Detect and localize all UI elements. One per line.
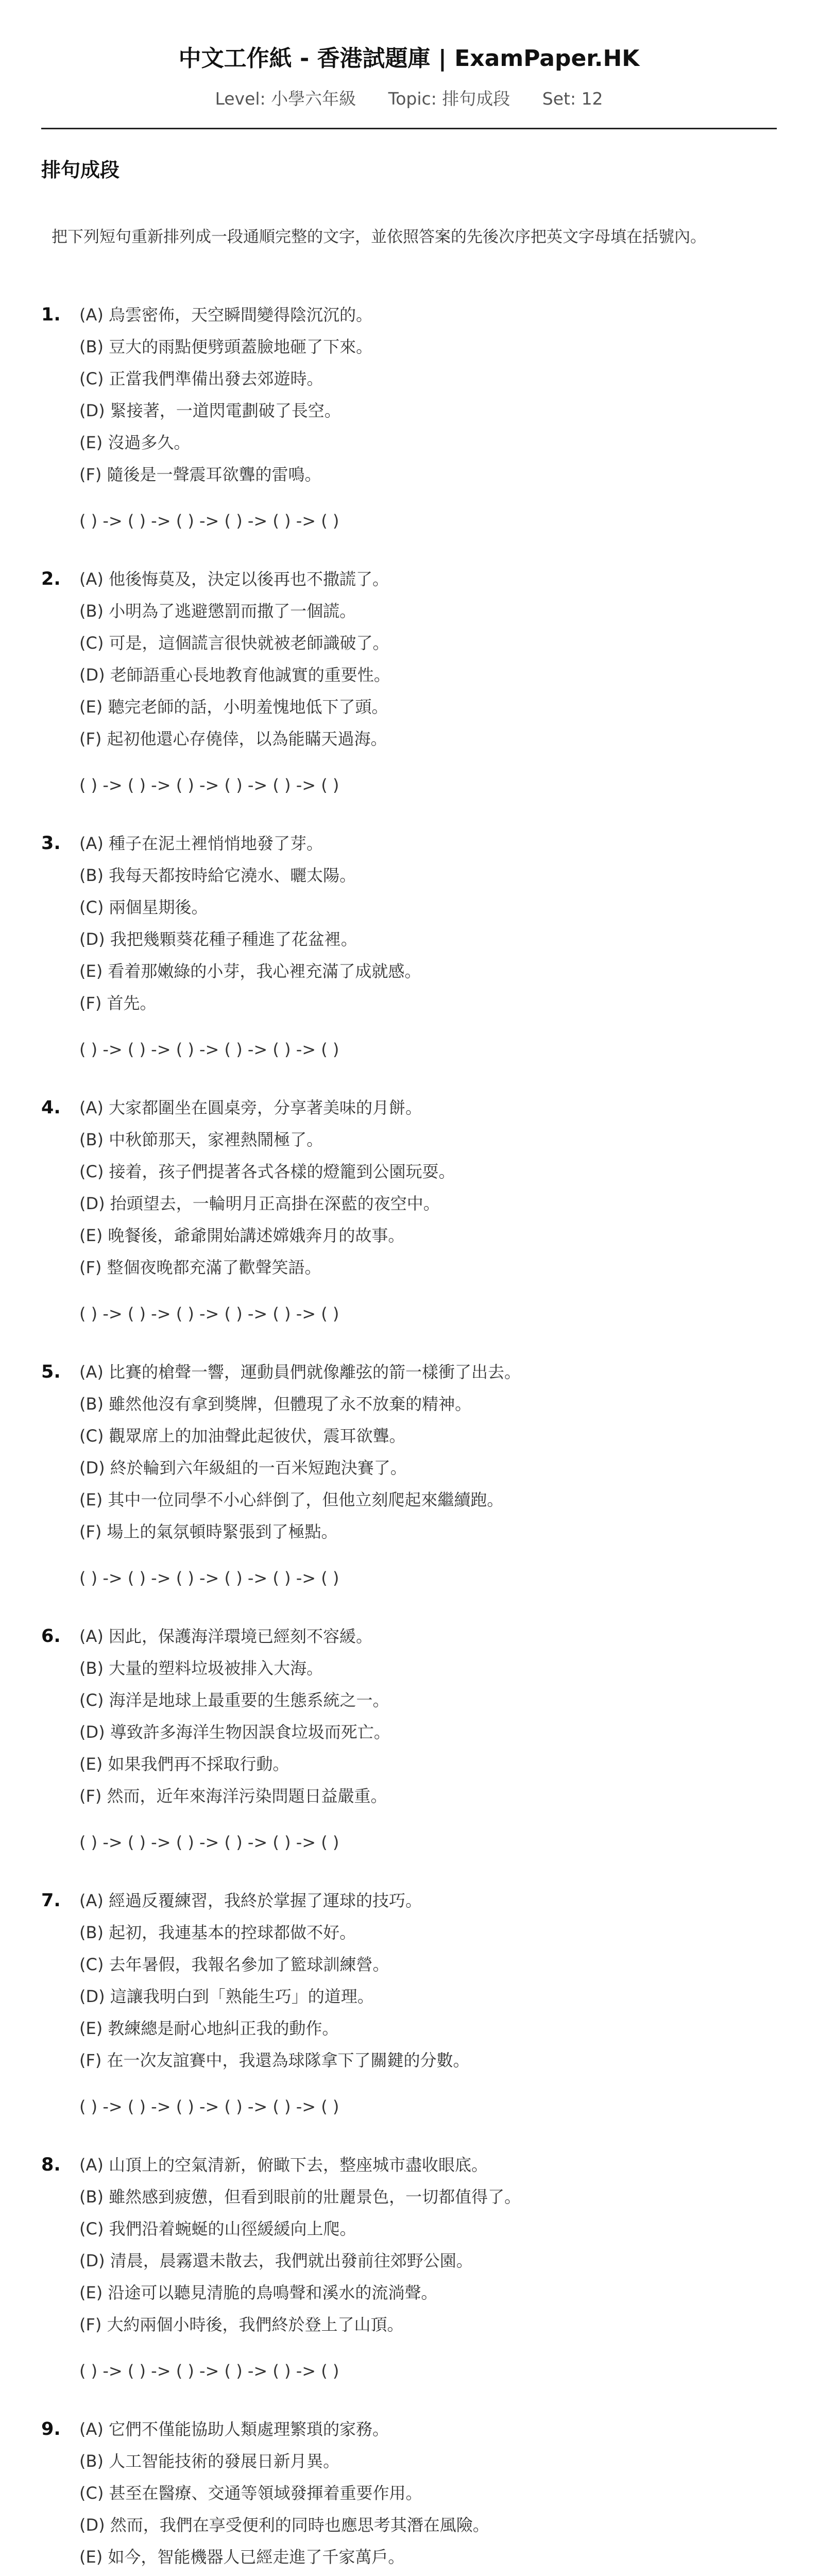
option-list: [79, 2149, 521, 2341]
option-sentence: (A) 它們不僅能協助人類處理繁瑣的家務。: [79, 2419, 389, 2439]
option-sentence: (E) 其中一位同學不小心絆倒了，但他立刻爬起來繼續跑。: [79, 1490, 504, 1510]
option-sentence: (B) 人工智能技術的發展日新月異。: [79, 2451, 340, 2471]
option-sentence: (A) 經過反覆練習，我終於掌握了運球的技巧。: [79, 1891, 422, 1910]
answer-blanks[interactable]: ( ) -> ( ) -> ( ) -> ( ) -> ( ) -> ( ): [79, 1568, 339, 1588]
option-sentence: [79, 2573, 489, 2576]
option-sentence: (B) 大量的塑料垃圾被排入大海。: [79, 1658, 323, 1678]
option-sentence: (E) 如今，智能機器人已經走進了千家萬戶。: [79, 2547, 405, 2567]
option-sentence: (A) 因此，保護海洋環境已經刻不容緩。: [79, 1626, 373, 1646]
option-sentence: (D) 抬頭望去，一輪明月正高掛在深藍的夜空中。: [79, 1194, 440, 1213]
option-sentence: (B) 我每天都按時給它澆水、曬太陽。: [79, 866, 356, 885]
option-sentence: (F) 場上的氣氛頓時緊張到了極點。: [79, 1522, 338, 1541]
option-list: [79, 1885, 470, 2076]
option-sentence: (E) 如果我們再不採取行動。: [79, 1754, 289, 1774]
option-sentence: (D) 清晨，晨霧還未散去，我們就出發前往郊野公園。: [79, 2251, 473, 2270]
question-number: 1.: [41, 304, 61, 325]
option-sentence: (C) 海洋是地球上最重要的生態系統之一。: [79, 1690, 389, 1710]
question-number: 4.: [41, 1097, 61, 1118]
option-sentence: (F) 隨後是一聲震耳欲聾的雷鳴。: [79, 465, 321, 484]
answer-blanks[interactable]: ( ) -> ( ) -> ( ) -> ( ) -> ( ) -> ( ): [79, 2097, 339, 2116]
answer-blanks[interactable]: ( ) -> ( ) -> ( ) -> ( ) -> ( ) -> ( ): [79, 2361, 339, 2381]
set-label: Set: 12: [542, 89, 603, 109]
answer-blanks[interactable]: ( ) -> ( ) -> ( ) -> ( ) -> ( ) -> ( ): [79, 1304, 339, 1324]
question-number: 8.: [41, 2155, 61, 2175]
option-sentence: (B) 雖然他沒有拿到獎牌，但體現了永不放棄的精神。: [79, 1394, 472, 1414]
question-number: 2.: [41, 569, 61, 589]
option-sentence: (B) 豆大的雨點便劈頭蓋臉地砸了下來。: [79, 337, 373, 357]
option-sentence: (C) 兩個星期後。: [79, 897, 208, 917]
option-sentence: (D) 導致許多海洋生物因誤食垃圾而死亡。: [79, 1722, 390, 1742]
page-title: 中文工作紙 - 香港試題庫 | ExamPaper.HK: [178, 45, 640, 72]
option-sentence: (A) 比賽的槍聲一響，運動員們就像離弦的箭一樣衝了出去。: [79, 1362, 521, 1382]
option-sentence: (E) 沿途可以聽見清脆的鳥鳴聲和溪水的流淌聲。: [79, 2283, 438, 2302]
meta-info: [41, 88, 777, 110]
option-sentence: (F) 起初他還心存僥倖，以為能瞞天過海。: [79, 729, 387, 749]
option-sentence: (C) 甚至在醫療、交通等領域發揮着重要作用。: [79, 2483, 422, 2503]
option-list: [79, 299, 372, 490]
question-number: 5.: [41, 1362, 61, 1382]
option-sentence: (B) 起初，我連基本的控球都做不好。: [79, 1923, 356, 1942]
option-list: [79, 563, 390, 755]
option-sentence: (D) 終於輪到六年級組的一百米短跑決賽了。: [79, 1458, 407, 1478]
option-list: [79, 1620, 390, 1812]
option-sentence: (A) 烏雲密佈，天空瞬間變得陰沉沉的。: [79, 305, 373, 325]
answer-blanks[interactable]: ( ) -> ( ) -> ( ) -> ( ) -> ( ) -> ( ): [79, 775, 339, 795]
option-sentence: (F) 首先。: [79, 993, 157, 1013]
option-sentence: (E) 晚餐後，爺爺開始講述嫦娥奔月的故事。: [79, 1226, 405, 1245]
instructions: 把下列短句重新排列成一段通順完整的文字，並依照答案的先後次序把英文字母填在括號內。: [52, 228, 706, 246]
option-list: [79, 2413, 489, 2576]
option-sentence: (B) 中秋節那天，家裡熱鬧極了。: [79, 1130, 323, 1149]
option-sentence: (C) 正當我們準備出發去郊遊時。: [79, 369, 323, 388]
option-sentence: (B) 雖然感到疲憊，但看到眼前的壯麗景色，一切都值得了。: [79, 2187, 521, 2207]
option-sentence: (A) 大家都圍坐在圓桌旁，分享著美味的月餅。: [79, 1098, 422, 1117]
option-sentence: (D) 這讓我明白到「熟能生巧」的道理。: [79, 1987, 374, 2006]
section-title: 排句成段: [41, 159, 120, 181]
option-sentence: (B) 小明為了逃避懲罰而撒了一個謊。: [79, 601, 356, 621]
answer-blanks[interactable]: ( ) -> ( ) -> ( ) -> ( ) -> ( ) -> ( ): [79, 1040, 339, 1059]
topic-label: Topic: 排句成段: [388, 89, 510, 109]
option-sentence: (E) 聽完老師的話，小明羞愧地低下了頭。: [79, 697, 388, 717]
option-sentence: (F) 然而，近年來海洋污染問題日益嚴重。: [79, 1786, 387, 1806]
option-sentence: (D) 然而，我們在享受便利的同時也應思考其潛在風險。: [79, 2515, 489, 2535]
answer-blanks[interactable]: ( ) -> ( ) -> ( ) -> ( ) -> ( ) -> ( ): [79, 511, 339, 531]
option-sentence: (E) 教練總是耐心地糾正我的動作。: [79, 2019, 339, 2038]
option-sentence: (F) 整個夜晚都充滿了歡聲笑語。: [79, 1258, 321, 1277]
option-list: [79, 1356, 521, 1548]
option-sentence: (C) 我們沿着蜿蜒的山徑緩緩向上爬。: [79, 2219, 356, 2239]
option-sentence: (D) 老師語重心長地教育他誠實的重要性。: [79, 665, 390, 685]
option-list: [79, 1092, 455, 1283]
question-number: 7.: [41, 1890, 61, 1911]
option-sentence: (D) 我把幾顆葵花種子種進了花盆裡。: [79, 929, 357, 949]
option-sentence: (E) 沒過多久。: [79, 433, 191, 452]
option-sentence: (C) 可是，這個謊言很快就被老師識破了。: [79, 633, 389, 653]
option-sentence: (D) 緊接著，一道閃電劃破了長空。: [79, 401, 341, 420]
option-sentence: (A) 山頂上的空氣清新，俯瞰下去，整座城市盡收眼底。: [79, 2155, 488, 2175]
option-list: [79, 827, 421, 1019]
option-sentence: (F) 在一次友誼賽中，我還為球隊拿下了關鍵的分數。: [79, 2050, 470, 2070]
option-sentence: (F) 大約兩個小時後，我們終於登上了山頂。: [79, 2315, 404, 2334]
question-number: 3.: [41, 833, 61, 854]
option-sentence: (A) 種子在泥土裡悄悄地發了芽。: [79, 834, 323, 853]
option-sentence: (A) 他後悔莫及，決定以後再也不撒謊了。: [79, 569, 389, 589]
question-number: 9.: [41, 2419, 61, 2439]
option-sentence: (E) 看着那嫩綠的小芽，我心裡充滿了成就感。: [79, 961, 421, 981]
option-sentence: (C) 去年暑假，我報名參加了籃球訓練營。: [79, 1955, 389, 1974]
level-label: Level: 小學六年級: [215, 89, 356, 109]
page-header: [41, 0, 777, 129]
option-sentence: (C) 觀眾席上的加油聲此起彼伏，震耳欲聾。: [79, 1426, 406, 1446]
answer-blanks[interactable]: ( ) -> ( ) -> ( ) -> ( ) -> ( ) -> ( ): [79, 1833, 339, 1852]
question-number: 6.: [41, 1626, 61, 1647]
option-sentence: (C) 接着，孩子們提著各式各樣的燈籠到公園玩耍。: [79, 1162, 455, 1181]
